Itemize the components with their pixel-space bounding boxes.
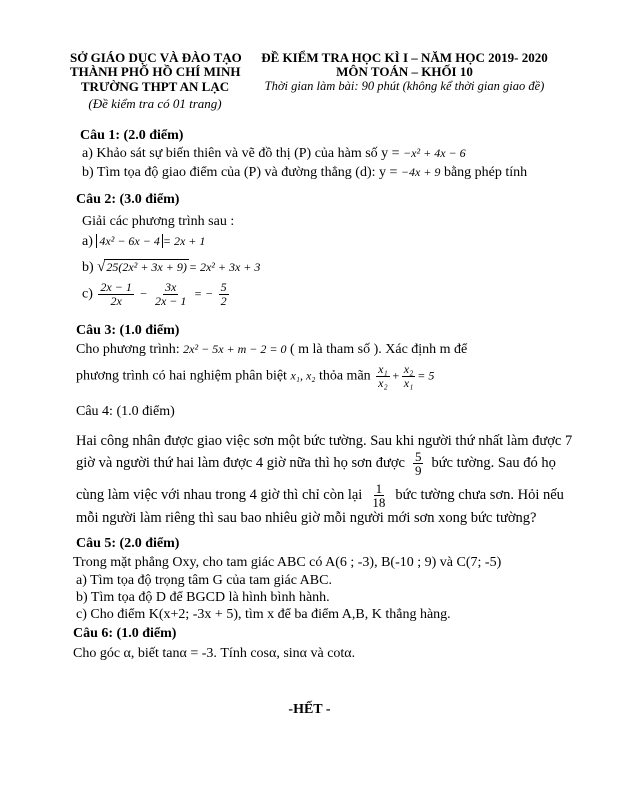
exam-title: ĐỀ KIỂM TRA HỌC KÌ I – NĂM HỌC 2019- 2020	[261, 50, 548, 65]
exam-time: Thời gian làm bài: 90 phút (không kể thời gian giao đề)	[264, 79, 545, 93]
q2-c	[82, 281, 231, 308]
header-city: THÀNH PHỐ HỒ CHÍ MINH	[70, 64, 241, 79]
q5-b: b) Tìm tọa độ D để BGCD là hình bình hành.	[76, 590, 330, 605]
q1-b-tail: bằng phép tính	[443, 165, 528, 180]
q2-a-label: a)	[82, 234, 93, 249]
q2-b-label: b)	[82, 260, 94, 275]
q2-c-frac3: $\frac{5}{2}$	[220, 280, 227, 308]
q1-a	[82, 146, 466, 162]
q2-c-label: c)	[82, 286, 93, 302]
header-pages-note: (Đề kiểm tra có 01 trang)	[88, 96, 222, 111]
q4-line3-b: bức tường chưa sơn. Hỏi nếu	[395, 487, 564, 503]
q3-line1-a: Cho phương trình:	[76, 342, 180, 357]
q3-line2-a: phương trình có hai nghiệm phân biệt	[76, 368, 287, 384]
q2-a	[82, 234, 205, 250]
q5-intro: Trong mặt phẳng Oxy, cho tam giác ABC có A(6 ; -3), B(-10 ; 9) và C(7; -5)	[73, 555, 502, 570]
q4-line3-a: cùng làm việc với nhau trong 4 giờ thì chỉ còn lại	[76, 487, 363, 503]
q2-c-minus: −	[139, 286, 148, 301]
q3-title: Câu 3: (1.0 điểm)	[76, 323, 180, 338]
q3-line2-b: thỏa mãn	[318, 368, 371, 384]
q1-b-text: b) Tìm tọa độ giao điểm của (P) và đường thẳng (d): y =	[82, 165, 398, 180]
q2-a-abs: 4x² − 6x − 4	[96, 234, 162, 248]
q1-a-formula: −x² + 4x − 6	[403, 146, 466, 160]
q2-c-frac1: $\frac{2x - 1}{2x}$	[100, 280, 132, 308]
q2-intro: Giải các phương trình sau :	[82, 214, 235, 229]
q2-title: Câu 2: (3.0 điểm)	[76, 192, 180, 207]
q2-a-rhs: = 2x + 1	[162, 234, 206, 248]
q4-line2-a: giờ và người thứ hai làm được 4 giờ nữa thì họ sơn được	[76, 455, 405, 471]
q3-line1-b: ( m là tham số ). Xác định m để	[289, 342, 468, 357]
q4-frac2: $\frac{1}{18}$	[372, 481, 386, 510]
q3-roots: x₁, x₂	[290, 368, 316, 383]
q4-line2-b: bức tường. Sau đó họ	[431, 455, 556, 471]
q1-title: Câu 1: (2.0 điểm)	[80, 128, 184, 143]
q3-line1	[76, 342, 467, 358]
q3-formula: 2x² − 5x + m − 2 = 0	[183, 342, 287, 356]
q6-title: Câu 6: (1.0 điểm)	[73, 626, 177, 641]
q1-a-text: a) Khảo sát sự biến thiên và vẽ đồ thị (P) của hàm số y =	[82, 146, 400, 161]
q2-c-eq: = −	[193, 286, 214, 301]
q3-frac2: $\frac{\text{x₂}}{\text{x₁}}$	[403, 362, 414, 390]
sqrt-icon: √	[97, 259, 106, 275]
q6-text: Cho góc α, biết tanα = -3. Tính cosα, sinα và cotα.	[73, 646, 356, 661]
exam-subject: MÔN TOÁN – KHỐI 10	[336, 64, 473, 79]
q4-line3	[76, 482, 564, 509]
header-dept: SỞ GIÁO DỤC VÀ ĐÀO TẠO	[70, 50, 242, 65]
header-school: TRƯỜNG THPT AN LẠC	[80, 79, 230, 94]
q3-frac1: $\frac{\text{x₁}}{\text{x₂}}$	[378, 362, 388, 390]
q3-plus: +	[391, 368, 400, 383]
q2-b-rhs: = 2x² + 3x + 3	[188, 260, 261, 274]
q5-c: c) Cho điểm K(x+2; -3x + 5), tìm x để ba điểm A,B, K thẳng hàng.	[76, 607, 451, 622]
end-marker: -HẾT -	[288, 702, 331, 717]
q1-b-formula: −4x + 9	[400, 165, 441, 179]
q5-a: a) Tìm tọa độ trọng tâm G của tam giác ABC.	[76, 573, 332, 588]
q4-line4: mỗi người làm riêng thì sau bao nhiêu giờ mỗi người mới sơn xong bức tường?	[76, 510, 537, 526]
q2-b	[82, 259, 260, 276]
q4-line2	[76, 450, 556, 477]
q1-b	[82, 165, 527, 181]
q3-line2	[76, 363, 434, 390]
q5-title: Câu 5: (2.0 điểm)	[76, 536, 180, 551]
q4-title: Câu 4: (1.0 điểm)	[76, 404, 175, 419]
q4-line1: Hai công nhân được giao việc sơn một bức tường. Sau khi người thứ nhất làm được 7	[76, 433, 573, 449]
q4-frac1: $\frac{5}{9}$	[414, 449, 422, 478]
q3-eq5: = 5	[417, 368, 435, 383]
q2-b-sqrt: 25(2x² + 3x + 9)	[106, 260, 187, 274]
q2-c-frac2: $\frac{3x}{2x - 1}$	[154, 280, 187, 308]
